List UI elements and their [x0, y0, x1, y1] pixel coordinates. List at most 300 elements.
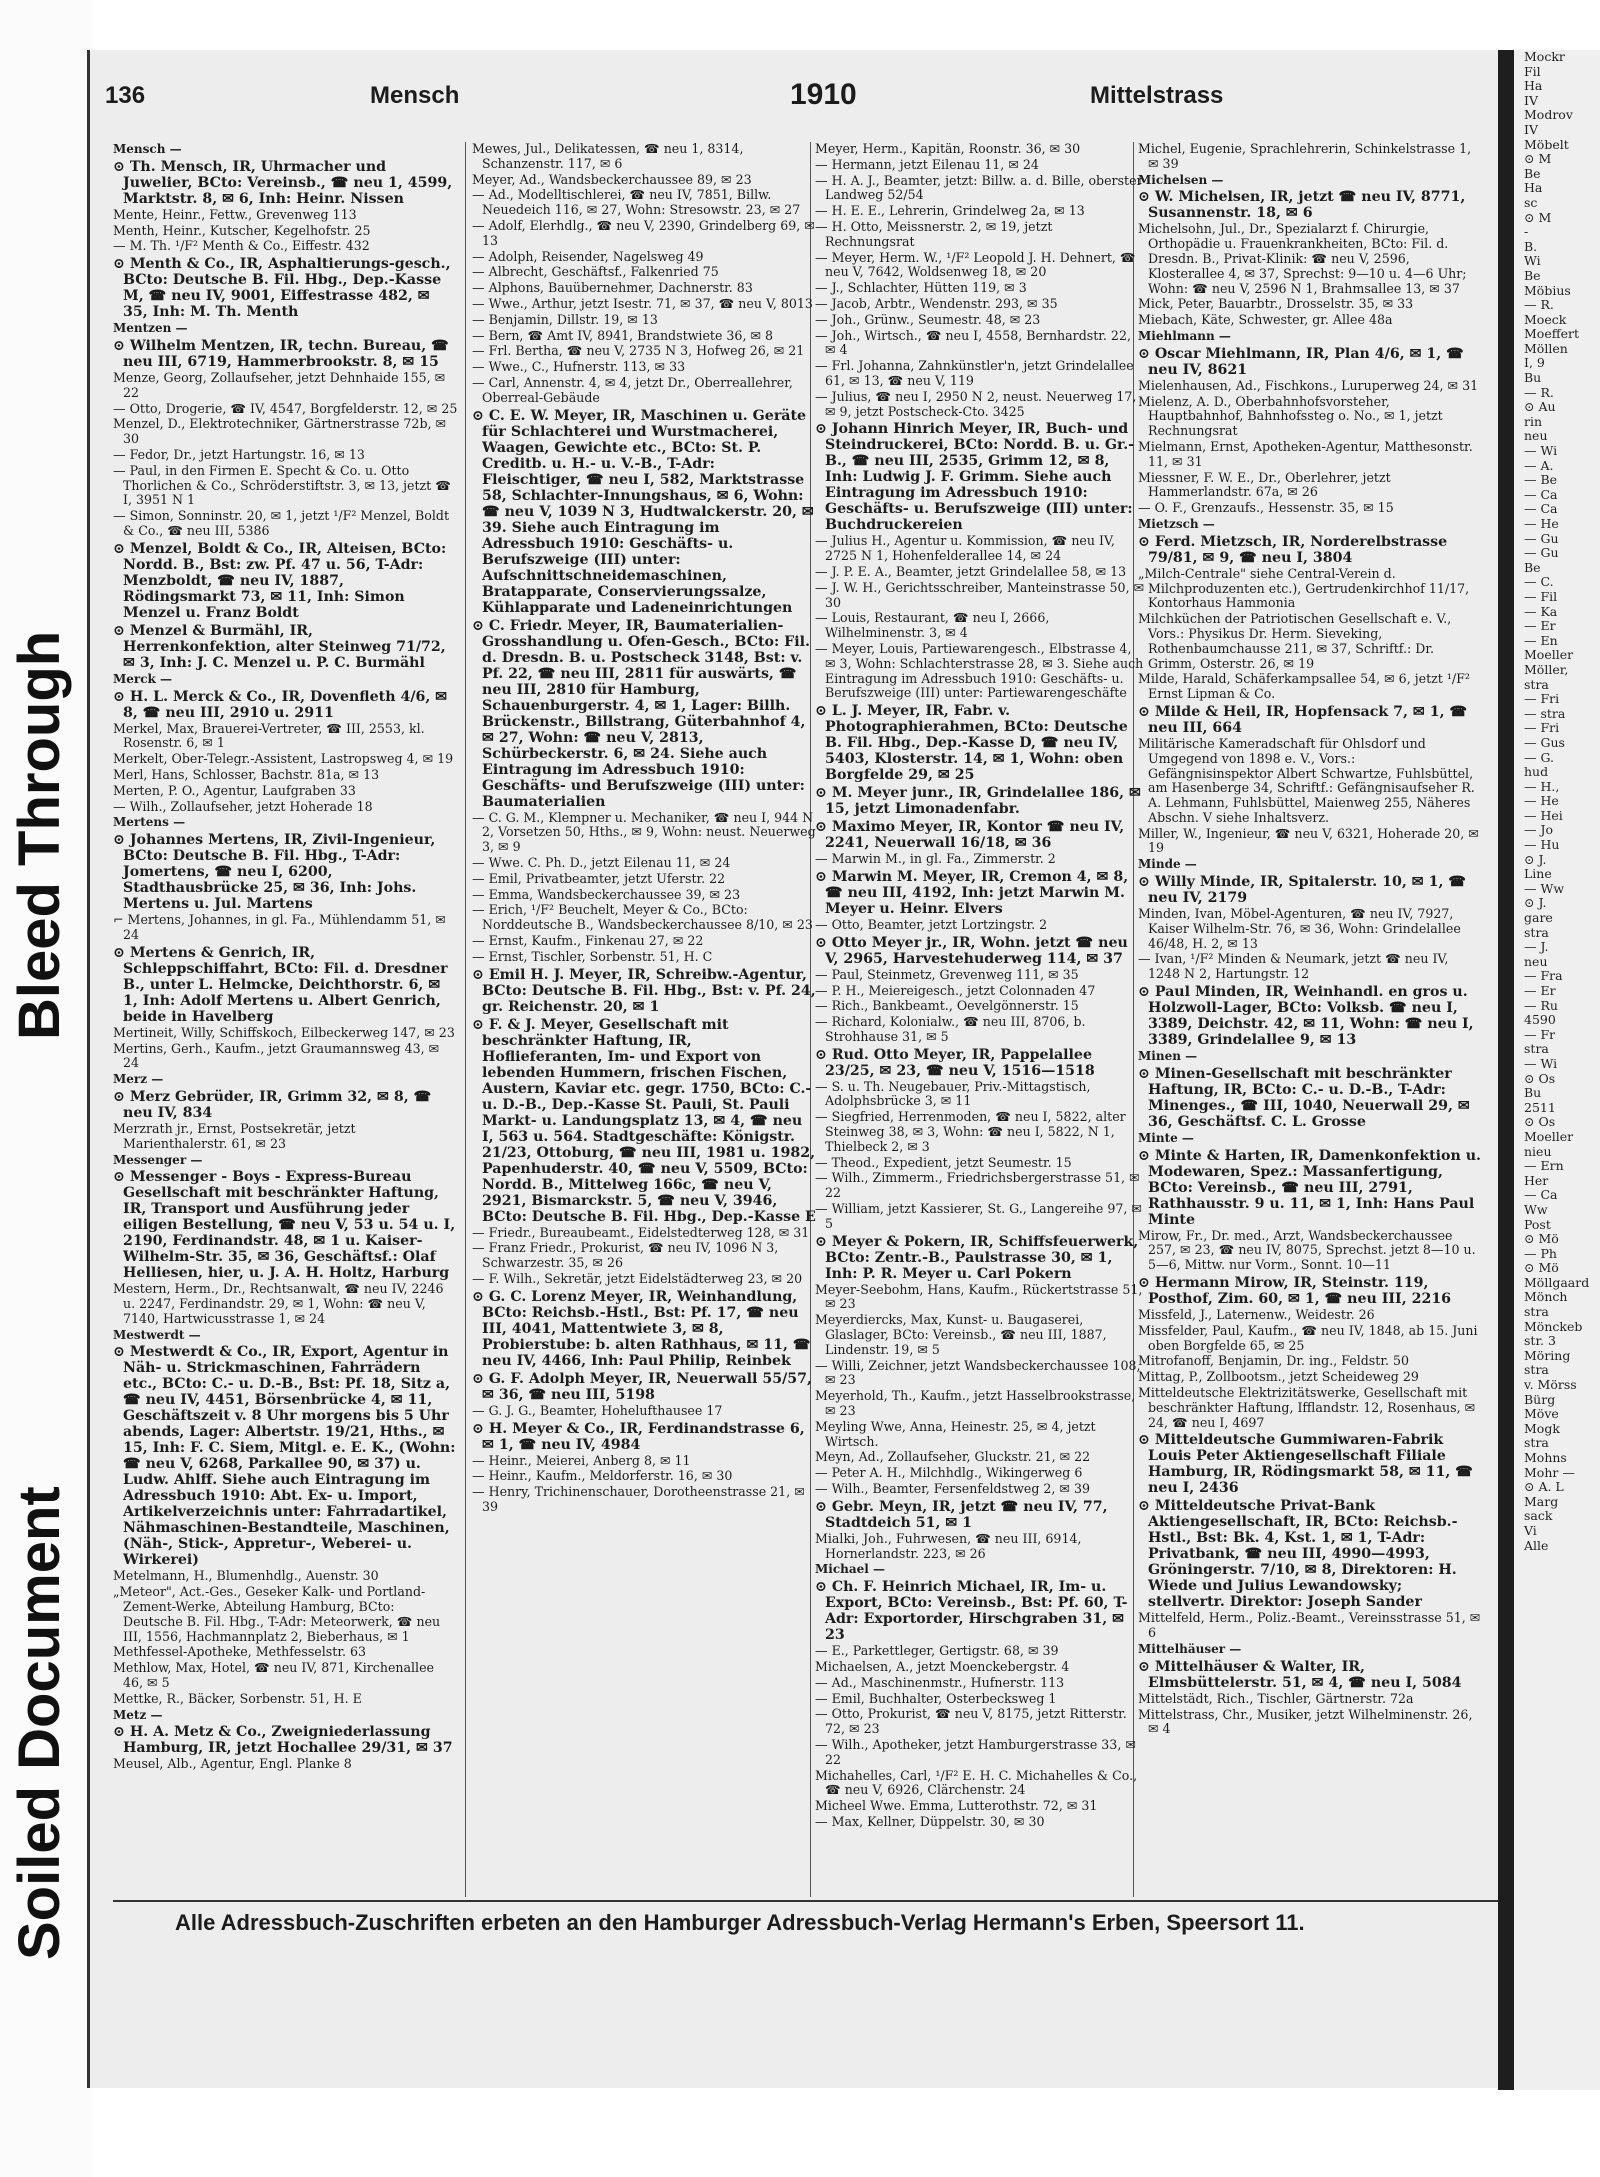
- directory-entry: — Franz Friedr., Prokurist, ☎ neu IV, 1096 N 3, Schwarzestr. 35, ✉ 26: [472, 1240, 779, 1271]
- directory-entry: ⊙ C. Friedr. Meyer, IR, Baumaterialien-Grosshandlung u. Ofen-Gesch., BCto: Fil. d. Dresdn. B. u. Postscheck 3148, Bst: v. Pf. 22, ☎ neu III, 2811 für auswärts, ☎ neu III, 2810 für Hamburg, Schauenburgerstr. 4, ✉ 1, Lager: Billh. Brückenstr., Billstrang, Güterbahnhof 4, ✉ 27, Wohn: ☎ neu V, 2813, Schürbeckerstr. 6, ✉ 24. Siehe auch Eintragung im Adressbuch 1910: Geschäfts- und Berufszweige (III) unter: Baumaterialien: [472, 617, 810, 810]
- directory-entry: Miller, W., Ingenieur, ☎ neu V, 6321, Hoherade 20, ✉ 19: [1138, 825, 1479, 856]
- directory-entry: Meyling Wwe, Anna, Heinestr. 25, ✉ 4, jetzt Wirtsch.: [815, 1418, 1096, 1449]
- directory-entry: — Julius H., Agentur u. Kommission, ☎ neu IV, 2725 N 1, Hohenfelderallee 14, ✉ 24: [815, 533, 1115, 564]
- directory-entry: — Paul, Steinmetz, Grevenweg 111, ✉ 35: [815, 966, 1079, 982]
- directory-entry: ⊙ W. Michelsen, IR, jetzt ☎ neu IV, 8771, Susannenstr. 18, ✉ 6: [1138, 189, 1466, 222]
- directory-entry: ⌐ Mertens, Johannes, in gl. Fa., Mühlendamm 51, ✉ 24: [113, 912, 446, 942]
- directory-entry: Merl, Hans, Schlosser, Bachstr. 81a, ✉ 13: [113, 766, 380, 782]
- directory-entry: Mielenhausen, Ad., Fischkons., Luruperweg 24, ✉ 31: [1138, 377, 1479, 393]
- directory-entry: — Joh., Grünw., Seumestr. 48, ✉ 23: [815, 311, 1041, 327]
- directory-entry: — H. A. J., Beamter, jetzt: Billw. a. d. Bille, oberster Landweg 52/54: [815, 172, 1143, 203]
- directory-entry: — C. G. M., Klempner u. Mechaniker, ☎ neu I, 944 N 2, Vorsetzen 50, Hths., ✉ 9, Wohn: neust. Neuerweg 3, ✉ 9: [472, 809, 816, 855]
- adjacent-page-line: Ha: [1524, 78, 1543, 94]
- directory-entry: — Wwe., Arthur, jetzt Isestr. 71, ✉ 37, ☎ neu V, 8013: [472, 295, 813, 311]
- adjacent-page-line: Mönch: [1524, 1289, 1568, 1305]
- adjacent-page-line: — Hei: [1524, 807, 1563, 823]
- directory-entry: — Otto, Drogerie, ☎ IV, 4547, Borgfelderstr. 12, ✉ 25: [113, 400, 458, 416]
- adjacent-page-line: Ha: [1524, 180, 1543, 196]
- adjacent-page-line: — En: [1524, 632, 1558, 648]
- directory-entry: ⊙ Gebr. Meyn, IR, jetzt ☎ neu IV, 77, Stadtdeich 51, ✉ 1: [815, 1498, 1108, 1531]
- directory-entry: ⊙ G. C. Lorenz Meyer, IR, Weinhandlung, BCto: Reichsb.-Hstl., Bst: Pf. 17, ☎ neu III, 4041, Mattentwiete 3, ✉ 8, Probierstube: b. alten Rathhaus, ✉ 11, ☎ neu IV, 4466, Inh: Paul Philip, Reinbek: [472, 1288, 811, 1369]
- adjacent-page-line: — Ww: [1524, 880, 1565, 896]
- directory-entry: Metelmann, H., Blumenhdlg., Auenstr. 30: [113, 1568, 379, 1584]
- adjacent-page-line: — G.: [1524, 749, 1554, 765]
- directory-entry: — Wilh., Beamter, Fersenfeldstweg 2, ✉ 39: [815, 1481, 1090, 1497]
- directory-entry: Missfelder, Paul, Kaufm., ☎ neu IV, 1848, ab 15. Juni oben Borgfelde 65, ✉ 25: [1138, 1322, 1478, 1353]
- adjacent-page-line: ⊙ Os: [1524, 1114, 1556, 1130]
- adjacent-page-line: Möllen: [1524, 340, 1568, 356]
- adjacent-page-line: IV: [1524, 121, 1538, 137]
- adjacent-page-line: Wi: [1524, 253, 1541, 269]
- directory-entry: — Adolph, Reisender, Nagelsweg 49: [472, 248, 704, 264]
- directory-entry: — Meyer, Louis, Partiewarengesch., Elbstrasse 4, ✉ 3, Wohn: Schlachterstrasse 28, ✉ 3. Siehe auch Eintragung im Adressbuch 1910: Geschäfts- u. Berufszweige (III) unter: Partiewarengeschäfte: [815, 640, 1144, 701]
- adjacent-page-line: Be: [1524, 559, 1541, 575]
- adjacent-page-line: — Ru: [1524, 997, 1558, 1013]
- directory-entry: Meyerhold, Th., Kaufm., jetzt Hasselbrookstrasse, ✉ 23: [815, 1388, 1136, 1419]
- adjacent-page-line: ⊙ Mö: [1524, 1260, 1559, 1276]
- directory-entry: „Meteor", Act.-Ges., Geseker Kalk- und Portland-Zement-Werke, Abteilung Hamburg, BCto: Deutsche B. Fil. Hbg., T-Adr: Meteorwerk, ☎ neu III, 1556, Hachmannplatz 2, Bieberhaus, ✉ 1: [113, 1584, 441, 1644]
- adjacent-page-line: Möbius: [1524, 282, 1571, 298]
- directory-entry: — Simon, Sonninstr. 20, ✉ 1, jetzt ¹/F² Menzel, Boldt & Co., ☎ neu III, 5386: [113, 508, 450, 538]
- directory-entry: Mittelhäuser —: [1138, 1642, 1242, 1657]
- directory-entry: ⊙ Mittelhäuser & Walter, IR, Elmsbüttelerstr. 51, ✉ 4, ☎ neu I, 5084: [1138, 1658, 1462, 1691]
- adjacent-page-line: 4590: [1524, 1012, 1556, 1028]
- directory-entry: Mente, Heinr., Fettw., Grevenweg 113: [113, 206, 357, 222]
- adjacent-page-line: — Ca: [1524, 1187, 1558, 1203]
- adjacent-page-line: hud: [1524, 764, 1549, 780]
- directory-entry: — Rich., Bankbeamt., Oevelgönnerstr. 15: [815, 998, 1079, 1014]
- adjacent-page-line: Bürg: [1524, 1391, 1556, 1407]
- directory-entry: ⊙ F. & J. Meyer, Gesellschaft mit beschränkter Haftung, IR, Hoflieferanten, Im- und Export von lebenden Hummern, frischen Fischen, Austern, Kaviar etc. gegr. 1750, BCto: C.- u. D.-B., Dep.-Kasse St. Pauli, St. Pauli Markt- u. Landungsplatz 13, ✉ 4, ☎ neu I, 563 u. 564. Stadtgeschäfte: Königstr. 21/23, Ottoburg, ☎ neu III, 1981 u. 1982, Papenhuderstr. 40, ☎ neu V, 5509, BCto: Nordd. B., Mittelweg 166c, ☎ neu V, 2921, Bismarckstr. 5, ☎ neu V, 3946, BCto: Deutsche B. Fil. Hbg., Dep.-Kasse E: [472, 1016, 816, 1225]
- directory-entry: ⊙ Hermann Mirow, IR, Steinstr. 119, Posthof, Zim. 60, ✉ 1, ☎ neu III, 2216: [1138, 1275, 1452, 1308]
- directory-entry: Mielenz, A. D., Oberbahnhofsvorsteher, Hauptbahnhof, Bahnhofssteg o. No., ✉ 1, jetzt Rechnungsrat: [1138, 393, 1443, 439]
- directory-entry: ⊙ Menzel, Boldt & Co., IR, Alteisen, BCto: Nordd. B., Bst: zw. Pf. 47 u. 56, T-Adr: Menzboldt, ☎ neu IV, 1887, Rödingsmarkt 73, ✉ 11, Inh: Simon Menzel u. Franz Boldt: [113, 540, 447, 621]
- adjacent-page-line: — Fri: [1524, 691, 1560, 707]
- directory-entry: — O. F., Grenzaufs., Hessenstr. 35, ✉ 15: [1138, 500, 1394, 516]
- header-year: 1910: [790, 78, 857, 111]
- directory-entry: ⊙ Mertens & Genrich, IR, Schleppschiffahrt, BCto: Fil. d. Dresdner B., unter L. Helmcke, Deichthorstr. 6, ✉ 1, Inh: Adolf Mertens u. Albert Genrich, beide in Havelberg: [113, 944, 448, 1025]
- adjacent-page-line: — Fra: [1524, 968, 1563, 984]
- column-rule: [465, 142, 466, 1897]
- adjacent-page-line: I, 9: [1524, 355, 1545, 371]
- directory-entry: ⊙ Minen-Gesellschaft mit beschränkter Haftung, IR, BCto: C.- u. D.-B., T-Adr: Minenges., ☎ III, 1040, Neuerwall 29, ✉ 36, Geschäftsf. C. L. Grosse: [1138, 1065, 1470, 1130]
- adjacent-page-line: — R.: [1524, 384, 1554, 400]
- directory-entry: ⊙ H. A. Metz & Co., Zweigniederlassung Hamburg, IR, jetzt Hochallee 29/31, ✉ 37: [113, 1724, 453, 1757]
- adjacent-page-line: Möller,: [1524, 661, 1569, 677]
- directory-entry: — M. Th. ¹/F² Menth & Co., Eiffestr. 432: [113, 238, 370, 254]
- directory-entry: Minde —: [1138, 857, 1197, 872]
- adjacent-page-line: — Gu: [1524, 530, 1559, 546]
- directory-entry: — William, jetzt Kassierer, St. G., Langereihe 97, ✉ 5: [815, 1201, 1142, 1231]
- directory-entry: Mitteldeutsche Elektrizitätswerke, Gesellschaft mit beschränkter Haftung, Ifflandstr. 12, Rosenhaus, ✉ 24, ☎ neu I, 4697: [1138, 1385, 1476, 1430]
- directory-entry: ⊙ Johannes Mertens, IR, Zivil-Ingenieur, BCto: Deutsche B. Fil. Hbg., T-Adr: Jomertens, ☎ neu I, 6200, Stadthausbrücke 25, ✉ 36, Inh: Johs. Mertens u. Jul. Martens: [113, 832, 436, 913]
- adjacent-page-line: — Gu: [1524, 545, 1559, 561]
- adjacent-page-line: sack: [1524, 1508, 1553, 1524]
- directory-entry: — Peter A. H., Milchhdlg., Wikingerweg 6: [815, 1465, 1083, 1481]
- directory-entry: — Henry, Trichinenschauer, Dorotheenstrasse 21, ✉ 39: [472, 1484, 805, 1514]
- directory-entry: Merz —: [113, 1072, 164, 1087]
- directory-entry: — Siegfried, Herrenmoden, ☎ neu I, 5822, alter Steinweg 38, ✉ 3, Wohn: ☎ neu I, 5822, N 1, Thielbeck 2, ✉ 3: [815, 1109, 1126, 1154]
- directory-entry: — Julius, ☎ neu I, 2950 N 2, neust. Neuerweg 17, ✉ 9, jetzt Postscheck-Cto. 3425: [815, 388, 1137, 419]
- directory-entry: Minden, Ivan, Möbel-Agenturen, ☎ neu IV, 7927, Kaiser Wilhelm-Str. 76, ✉ 36, Wohn: Grindelallee 46/48, H. 2, ✉ 13: [1138, 906, 1461, 951]
- adjacent-page-line: — C.: [1524, 574, 1554, 590]
- adjacent-page-line: — R.: [1524, 297, 1554, 313]
- adjacent-page-line: ⊙ Mö: [1524, 1231, 1559, 1247]
- adjacent-page-line: — Ca: [1524, 501, 1558, 517]
- adjacent-page-line: — Gus: [1524, 734, 1565, 750]
- directory-entry: — Willi, Zeichner, jetzt Wandsbeckerchaussee 108, ✉ 23: [815, 1357, 1141, 1388]
- directory-entry: — F. Wilh., Sekretär, jetzt Eidelstädterweg 23, ✉ 20: [472, 1270, 803, 1286]
- adjacent-page-line: — Fil: [1524, 588, 1558, 604]
- directory-entry: ⊙ Marwin M. Meyer, IR, Cremon 4, ✉ 8, ☎ neu III, 4192, Inh: jetzt Marwin M. Meyer u. Heinr. Elvers: [815, 868, 1129, 917]
- adjacent-page-line: — Ca: [1524, 486, 1558, 502]
- directory-entry: ⊙ H. Meyer & Co., IR, Ferdinandstrasse 6, ✉ 1, ☎ neu IV, 4984: [472, 1420, 805, 1453]
- directory-entry: ⊙ Merz Gebrüder, IR, Grimm 32, ✉ 8, ☎ neu IV, 834: [113, 1088, 432, 1121]
- adjacent-page-line: Her: [1524, 1172, 1549, 1188]
- directory-entry: Mielmann, Ernst, Apotheken-Agentur, Matthesonstr. 11, ✉ 31: [1138, 438, 1473, 469]
- adjacent-page-line: — Be: [1524, 472, 1558, 488]
- directory-entry: Michahelles, Carl, ¹/F² E. H. C. Michahelles & Co., ☎ neu V, 6926, Clärchenstr. 24: [815, 1767, 1138, 1798]
- directory-entry: Mertins, Gerh., Kaufm., jetzt Graumannsweg 43, ✉ 24: [113, 1040, 440, 1071]
- adjacent-page-line: stra: [1524, 1041, 1549, 1057]
- adjacent-page-line: — A.: [1524, 457, 1554, 473]
- directory-entry: Militärische Kameradschaft für Ohlsdorf und Umgegend von 1898 e. V., Vors.: Gefängnisinspektor Albert Schwartze, Fuhlsbüttel, am Hasenberge 34, Schriftf.: Gefängnisaufseher R. A. Lehmann, Fuhlsbüttel, Maienweg 255, Näheres Abschn. V siehe Inhaltsverz.: [1138, 735, 1475, 825]
- directory-entry: ⊙ Oscar Miehlmann, IR, Plan 4/6, ✉ 1, ☎ neu IV, 8621: [1138, 345, 1464, 378]
- adjacent-page-line: Bu: [1524, 370, 1542, 386]
- directory-entry: ⊙ H. L. Merck & Co., IR, Dovenfleth 4/6, ✉ 8, ☎ neu III, 2910 u. 2911: [113, 688, 448, 721]
- adjacent-page-line: ⊙ Au: [1524, 399, 1556, 415]
- directory-entry: ⊙ Minte & Harten, IR, Damenkonfektion u. Modewaren, Spez.: Massanfertigung, BCto: Vereinsb., ☎ neu III, 2791, Rathhausstr. 9 u. 11, ✉ 1, Inh: Hans Paul Minte: [1138, 1147, 1481, 1228]
- directory-entry: — Adolf, Elerhdlg., ☎ neu V, 2390, Grindelberg 69, ✉ 13: [472, 217, 815, 248]
- adjacent-page-line: — Er: [1524, 618, 1556, 634]
- directory-entry: Michelsohn, Jul., Dr., Spezialarzt f. Chirurgie, Orthopädie u. Frauenkrankheiten, BCto: Fil. d. Dresdn. B., Privat-Klinik: ☎ neu V, 2596, Klosterallee 4, ✉ 37, Sprechst: 9—10 u. 4—6 Uhr; Wohn: ☎ neu V, 2596 N 1, Brahmsallee 13, ✉ 37: [1138, 221, 1467, 296]
- directory-entry: — Heinr., Kaufm., Meldorferstr. 16, ✉ 30: [472, 1468, 733, 1484]
- directory-entry: ⊙ Ch. F. Heinrich Michael, IR, Im- u. Export, BCto: Vereinsb., Bst: Pf. 60, T-Adr: Exportorder, Hirschgraben 31, ✉ 23: [815, 1579, 1128, 1644]
- adjacent-page-line: Moeffert: [1524, 326, 1579, 342]
- directory-entry: — Ernst, Kaufm., Finkenau 27, ✉ 22: [472, 932, 704, 948]
- footer-notice: Alle Adressbuch-Zuschriften erbeten an den Hamburger Adressbuch-Verlag Hermann's Erben, Speersort 11.: [175, 1910, 1305, 1935]
- directory-entry: — Emma, Wandsbeckerchaussee 39, ✉ 23: [472, 886, 741, 902]
- adjacent-page-line: Mönckeb: [1524, 1318, 1583, 1334]
- directory-entry: Mentzen —: [113, 321, 188, 336]
- directory-entry: ⊙ Emil H. J. Meyer, IR, Schreibw.-Agentur, BCto: Deutsche B. Fil. Hbg., Bst: v. Pf. 24, gr. Reichenstr. 20, ✉ 1: [472, 966, 816, 1015]
- adjacent-page-line: — Jo: [1524, 822, 1554, 838]
- directory-entry: — J. P. E. A., Beamter, jetzt Grindelallee 58, ✉ 13: [815, 563, 1127, 579]
- directory-entry: Menze, Georg, Zollaufseher, jetzt Dehnhaide 155, ✉ 22: [113, 369, 446, 400]
- directory-entry: Mick, Peter, Bauarbtr., Drosselstr. 35, ✉ 33: [1138, 296, 1414, 312]
- directory-entry: — Fedor, Dr., jetzt Hartungstr. 16, ✉ 13: [113, 446, 365, 462]
- directory-entry: ⊙ Otto Meyer jr., IR, Wohn. jetzt ☎ neu V, 2965, Harvestehuderweg 114, ✉ 37: [815, 934, 1128, 967]
- directory-entry: — Wilh., Zimmerm., Friedrichsbergerstrasse 51, ✉ 22: [815, 1170, 1140, 1201]
- directory-entry: — Paul, in den Firmen E. Specht & Co. u. Otto Thorlichen & Co., Schröderstiftstr. 3, ✉ 13, jetzt ☎ I, 3951 N 1: [113, 462, 451, 508]
- directory-entry: — Hermann, jetzt Eilenau 11, ✉ 24: [815, 156, 1039, 172]
- adjacent-page-line: Be: [1524, 267, 1541, 283]
- directory-entry: — Meyer, Herm. W., ¹/F² Leopold J. H. Dehnert, ☎ neu V, 7642, Woldsenweg 18, ✉ 20: [815, 249, 1136, 280]
- adjacent-page-line: Moeller: [1524, 1128, 1574, 1144]
- directory-entry: Mertineit, Willy, Schiffskoch, Eilbeckerweg 147, ✉ 23: [113, 1024, 455, 1040]
- adjacent-page-line: — J.: [1524, 939, 1549, 955]
- directory-entry: Mittelstrass, Chr., Musiker, jetzt Wilhelminenstr. 26, ✉ 4: [1138, 1706, 1473, 1737]
- directory-entry: ⊙ Mestwerdt & Co., IR, Export, Agentur in Näh- u. Strickmaschinen, Fahrrädern etc., BCto: C.- u. D.-B., Bst: Pf. 18, Sitz a, ☎ neu IV, 4451, Börsenbrücke 4, ✉ 11, Geschäftszeit v. 8 Uhr morgens bis 5 Uhr abends, Lager: Albertstr. 19/21, Hths., ✉ 15, Inh: F. C. Siem, Mitgl. e. E. K., (Wohn: ☎ neu V, 6268, Parkallee 90, ✉ 37) u. Ludw. Ahlff. Siehe auch Eintragung im Adressbuch 1910: Abt. Ex- u. Import, Artikelverzeichnis unter: Fahrradartikel, Nähmaschinen-Bestandteile, Maschinen, (Näh-, Stick-, Appretur-, Weberei- u. Wirkerei): [113, 1344, 456, 1569]
- directory-entry: ⊙ Mitteldeutsche Gummiwaren-Fabrik Louis Peter Aktiengesellschaft Filiale Hamburg, IR, Rödingsmarkt 58, ✉ 11, ☎ neu I, 2436: [1138, 1432, 1473, 1497]
- adjacent-page-line: — He: [1524, 793, 1559, 809]
- directory-entry: Meyer-Seebohm, Hans, Kaufm., Rückertstrasse 51, ✉ 23: [815, 1281, 1143, 1312]
- directory-entry: Mestern, Herm., Dr., Rechtsanwalt, ☎ neu IV, 2246 u. 2247, Ferdinandstr. 29, ✉ 1, Wohn: ☎ neu V, 7140, Hartwicusstrasse 1, ✉ 24: [113, 1281, 444, 1326]
- directory-entry: — Wwe. C. Ph. D., jetzt Eilenau 11, ✉ 24: [472, 854, 731, 870]
- directory-entry: — J., Schlachter, Hütten 119, ✉ 3: [815, 280, 1027, 296]
- directory-entry: ⊙ Wilhelm Mentzen, IR, techn. Bureau, ☎ neu III, 6719, Hammerbrookstr. 8, ✉ 15: [113, 337, 449, 370]
- directory-entry: — Alphons, Bauübernehmer, Dachnerstr. 83: [472, 280, 753, 296]
- adjacent-page-line: — Fri: [1524, 720, 1560, 736]
- adjacent-page-line: Moeck: [1524, 311, 1567, 327]
- directory-entry: Merkel, Max, Brauerei-Vertreter, ☎ III, 2553, kl. Rosenstr. 6, ✉ 1: [113, 720, 425, 751]
- adjacent-page-line: Fil: [1524, 63, 1541, 79]
- directory-entry: Mirow, Fr., Dr. med., Arzt, Wandsbeckerchaussee 257, ✉ 23, ☎ neu IV, 8075, Sprechst. jetzt 8—10 u. 5—6, Mittw. nur Vorm., Sonnt. 10—11: [1138, 1227, 1476, 1273]
- adjacent-page-line: sc: [1524, 194, 1538, 210]
- adjacent-page-line: IV: [1524, 92, 1538, 108]
- directory-entry: ⊙ M. Meyer junr., IR, Grindelallee 186, ✉ 15, jetzt Limonadenfabr.: [815, 785, 1141, 818]
- adjacent-page-line: Moeller: [1524, 647, 1574, 663]
- directory-entry: — Emil, Privatbeamter, jetzt Uferstr. 22: [472, 870, 726, 886]
- adjacent-page-line: — Er: [1524, 983, 1556, 998]
- directory-entry: — Max, Kellner, Düppelstr. 30, ✉ 30: [815, 1813, 1045, 1829]
- directory-entry: — Ernst, Tischler, Sorbenstr. 51, H. C: [472, 948, 713, 964]
- directory-entry: Micheel Wwe. Emma, Lutterothstr. 72, ✉ 31: [815, 1798, 1098, 1814]
- directory-entry: — E., Parkettleger, Gertigstr. 68, ✉ 39: [815, 1643, 1059, 1659]
- adjacent-page-line: nieu: [1524, 1143, 1552, 1159]
- directory-entry: Mittelstädt, Rich., Tischler, Gärtnerstr. 72a: [1138, 1690, 1414, 1706]
- directory-entry: Mettke, R., Bäcker, Sorbenstr. 51, H. E: [113, 1690, 362, 1706]
- adjacent-page-line: — Wi: [1524, 1055, 1558, 1071]
- adjacent-page-line: — H.,: [1524, 778, 1560, 794]
- directory-entry: — Ad., Maschinenmstr., Hufnerstr. 113: [815, 1674, 1065, 1690]
- directory-entry: Minen —: [1138, 1049, 1198, 1064]
- adjacent-page-line: Marg: [1524, 1493, 1559, 1509]
- directory-entry: Metz —: [113, 1707, 163, 1722]
- directory-entry: — Wilh., Zollaufseher, jetzt Hoherade 18: [113, 798, 373, 814]
- adjacent-page-line: — Ern: [1524, 1158, 1564, 1174]
- adjacent-page-line: ⊙ J.: [1524, 851, 1547, 867]
- directory-entry: ⊙ Th. Mensch, IR, Uhrmacher und Juwelier, BCto: Vereinsb., ☎ neu 1, 4599, Marktstr. 8, ✉ 6, Inh: Heinr. Nissen: [113, 158, 453, 207]
- adjacent-page-line: ⊙ A. L: [1524, 1479, 1564, 1495]
- directory-entry: Meyer, Herm., Kapitän, Roonstr. 36, ✉ 30: [815, 142, 1081, 156]
- directory-entry: Merten, P. O., Agentur, Laufgraben 33: [113, 782, 356, 798]
- directory-entry: — Friedr., Bureaubeamt., Eidelstedterweg 128, ✉ 31: [472, 1224, 810, 1240]
- directory-entry: Mensch —: [113, 142, 182, 156]
- adjacent-page-line: stra: [1524, 1304, 1549, 1320]
- directory-entry: Merck —: [113, 671, 173, 686]
- directory-entry: — H. Otto, Meissnerstr. 2, ✉ 19, jetzt Rechnungsrat: [815, 218, 1053, 249]
- adjacent-page-line: v. Mörss: [1524, 1377, 1577, 1393]
- directory-entry: ⊙ Rud. Otto Meyer, IR, Pappelallee 23/25, ✉ 23, ☎ neu V, 1516—1518: [815, 1046, 1095, 1079]
- adjacent-page-line: Möbelt: [1524, 136, 1569, 152]
- adjacent-page-line: ⊙ Os: [1524, 1070, 1556, 1086]
- adjacent-page-line: ⊙ J.: [1524, 895, 1547, 911]
- directory-entry: Mietzsch —: [1138, 516, 1215, 531]
- adjacent-page-line: Post: [1524, 1216, 1551, 1232]
- directory-entry: ⊙ Johann Hinrich Meyer, IR, Buch- und Steindruckerei, BCto: Nordd. B. u. Gr.-B., ☎ neu III, 2535, Grimm 12, ✉ 8, Inh: Ludwig J. F. Grimm. Siehe auch Eintragung im Adressbuch 1910: Geschäfts- u. Berufszweige (III) unter: Buchdruckereien: [815, 421, 1135, 534]
- soiled-document-label: Soiled Document: [7, 1486, 72, 1960]
- adjacent-page-line: Mockr: [1524, 50, 1565, 64]
- adjacent-page-line: — Wi: [1524, 443, 1558, 459]
- directory-entry: ⊙ Menth & Co., IR, Asphaltierungs-gesch., BCto: Deutsche B. Fil. Hbg., Dep.-Kasse M, ☎ neu IV, 9001, Eiffestrasse 482, ✉ 35, Inh: M. Th. Menth: [113, 256, 451, 321]
- adjacent-page-line: gare: [1524, 910, 1553, 926]
- adjacent-page-line: Bu: [1524, 1085, 1542, 1101]
- directory-entry: ⊙ Menzel & Burmähl, IR, Herrenkonfektion, alter Steinweg 71/72, ✉ 3, Inh: J. C. Menzel u. P. C. Burmähl: [113, 622, 446, 671]
- directory-entry: Merzrath jr., Ernst, Postsekretär, jetzt Marienthalerstr. 61, ✉ 23: [113, 1120, 356, 1151]
- directory-entry: Merkelt, Ober-Telegr.-Assistent, Lastropsweg 4, ✉ 19: [113, 751, 454, 767]
- page-header: [105, 78, 1224, 132]
- directory-entry: Meusel, Alb., Agentur, Engl. Planke 8: [113, 1756, 352, 1772]
- directory-entry: Missfeld, J., Laternenw., Weidestr. 26: [1138, 1307, 1375, 1323]
- directory-entry: Michelsen —: [1138, 172, 1224, 187]
- directory-entry: Meyer, Ad., Wandsbeckerchaussee 89, ✉ 23: [472, 171, 752, 187]
- directory-entry: Mertens —: [113, 815, 186, 830]
- directory-entry: — Wilh., Apotheker, jetzt Hamburgerstrasse 33, ✉ 22: [815, 1736, 1136, 1767]
- directory-entry: Mitrofanoff, Benjamin, Dr. ing., Feldstr. 50: [1138, 1353, 1410, 1369]
- adjacent-page-line: Modrov: [1524, 107, 1573, 123]
- directory-entry: — Ivan, ¹/F² Minden & Neumark, jetzt ☎ neu IV, 1248 N 2, Hartungstr. 12: [1138, 951, 1449, 982]
- directory-entry: Messenger —: [113, 1152, 203, 1167]
- directory-entry: ⊙ Maximo Meyer, IR, Kontor ☎ neu IV, 2241, Neuerwall 16/18, ✉ 36: [815, 819, 1125, 852]
- directory-entry: — Richard, Kolonialw., ☎ neu III, 8706, b. Strohhause 31, ✉ 5: [815, 1014, 1086, 1044]
- directory-entry: Michaelsen, A., jetzt Moenckebergstr. 4: [815, 1659, 1070, 1674]
- bleed-through-label: Bleed Through: [7, 630, 72, 1040]
- directory-entry: Michel, Eugenie, Sprachlehrerin, Schinkelstrasse 1, ✉ 39: [1138, 142, 1472, 171]
- adjacent-page-line: stra: [1524, 924, 1549, 940]
- directory-entry: Meyerdiercks, Max, Kunst- u. Baugaserei, Glaslager, BCto: Vereinsb., ☎ neu III, 1887, Lindenstr. 19, ✉ 5: [815, 1312, 1107, 1357]
- directory-entry: Minte —: [1138, 1130, 1194, 1145]
- directory-entry: ⊙ C. E. W. Meyer, IR, Maschinen u. Geräte für Schlachterei und Wurstmacherei, Waagen, Gewichte etc., BCto: St. P. Creditb. u. H.- u. V.-B., T-Adr: Fleischtiger, ☎ neu I, 582, Marktstrasse 58, Schlachter-Innungshaus, ✉ 6, Wohn: ☎ neu V, 1039 N 3, Hudtwalckerstr. 20, ✉ 39. Siehe auch Eintragung im Adressbuch 1910: Geschäfts- u. Berufszweige (III) unter: Aufschnittschneidemaschinen, Bratapparate, Conservierungssalze, Kühlapparate und Ladeneinrichtungen: [472, 407, 814, 616]
- adjacent-page-line: Möve: [1524, 1406, 1559, 1422]
- directory-entry: — H. E. E., Lehrerin, Grindelweg 2a, ✉ 13: [815, 203, 1085, 219]
- directory-entry: — Emil, Buchhalter, Osterbecksweg 1: [815, 1690, 1057, 1706]
- directory-entry: Milde, Harald, Schäferkampsallee 54, ✉ 6, jetzt ¹/F² Ernst Lipman & Co.: [1138, 671, 1470, 702]
- directory-entry: Michael —: [815, 1562, 886, 1577]
- directory-entry: ⊙ Paul Minden, IR, Weinhandl. en gros u. Holzwoll-Lager, BCto: Volksb. ☎ neu I, 3389, Deichstr. 42, ✉ 11, Wohn: ☎ neu I, 3389, Grindelallee 9, ✉ 13: [1138, 984, 1474, 1049]
- adjacent-page-line: — stra: [1524, 705, 1566, 721]
- header-name-range: Mensch: [370, 82, 460, 109]
- directory-entry: ⊙ Messenger - Boys - Express-Bureau Gesellschaft mit beschränkter Haftung, IR, Transport und Ausführung jeder eiligen Bestellung, ☎ neu V, 53 u. 54 u. I, 2190, Ferdinandstr. 48, ✉ 1 u. Kaiser-Wilhelm-Str. 35, ✉ 36, Geschäftsf.: Olaf Helliesen, hier, u. J. A. H. Holtz, Harburg: [113, 1169, 456, 1282]
- adjacent-page-line: B.: [1524, 238, 1538, 254]
- adjacent-page-line: stra: [1524, 676, 1549, 692]
- directory-entry: — Wwe., C., Hufnerstr. 113, ✉ 33: [472, 359, 686, 375]
- adjacent-page-line: ⊙ M: [1524, 151, 1552, 167]
- scan-margin-left: [0, 0, 92, 2177]
- adjacent-page-line: ⊙ M: [1524, 209, 1552, 225]
- adjacent-page-line: Möllgaard: [1524, 1274, 1590, 1290]
- adjacent-page-line: neu: [1524, 428, 1548, 444]
- adjacent-page-line: 2511: [1524, 1099, 1556, 1115]
- adjacent-page-line: Be: [1524, 165, 1541, 181]
- directory-entry: Mestwerdt —: [113, 1327, 201, 1342]
- adjacent-page-line: str. 3: [1524, 1333, 1556, 1349]
- adjacent-page-line: stra: [1524, 1435, 1549, 1451]
- directory-column-1: [113, 142, 458, 1902]
- adjacent-page-line: — He: [1524, 516, 1559, 531]
- adjacent-page-line: Alle: [1524, 1537, 1549, 1553]
- directory-entry: ⊙ Mitteldeutsche Privat-Bank Aktiengesellschaft, IR, BCto: Reichsb.-Hstl., Bst: Bk. 4, Kst. 1, ✉ 1, T-Adr: Privatbank, ☎ neu III, 4990—4993, Gröningerstr. 7/10, ✉ 8, Direktoren: H. Wiede und Julius Lewandowsky; stellvertr. Direktor: Joseph Sander: [1138, 1498, 1458, 1611]
- adjacent-page-line: Mohr —: [1524, 1464, 1575, 1480]
- directory-entry: Menth, Heinr., Kutscher, Kegelhofstr. 25: [113, 222, 371, 238]
- directory-entry: Milchküchen der Patriotischen Gesellschaft e. V., Vors.: Physikus Dr. Herm. Sieveking, Rothenbaumchausse 211, ✉ 37, Schriftf.: Dr. Grimm, Osterstr. 26, ✉ 19: [1138, 611, 1452, 671]
- directory-entry: — P. H., Meiereigesch., jetzt Colonnaden 47: [815, 982, 1096, 998]
- adjacent-page-line: — Ka: [1524, 603, 1558, 619]
- directory-entry: — Otto, Beamter, jetzt Lortzingstr. 2: [815, 916, 1048, 932]
- directory-entry: — Ad., Modelltischlerei, ☎ neu IV, 7851, Billw. Neuedeich 116, ✉ 27, Wohn: Stresowstr. 23, ✉ 27: [472, 187, 801, 218]
- directory-entry: Meyn, Ad., Zollaufseher, Gluckstr. 21, ✉ 22: [815, 1449, 1091, 1465]
- directory-entry: — Benjamin, Dillstr. 19, ✉ 13: [472, 311, 658, 327]
- directory-entry: Mewes, Jul., Delikatessen, ☎ neu 1, 8314, Schanzenstr. 117, ✉ 6: [472, 142, 744, 171]
- adjacent-page-line: Möring: [1524, 1347, 1571, 1363]
- directory-entry: Miessner, F. W. E., Dr., Oberlehrer, jetzt Hammerlandstr. 67a, ✉ 26: [1138, 469, 1391, 500]
- header-street-range: Mittelstrass: [1090, 82, 1224, 109]
- directory-entry: ⊙ G. F. Adolph Meyer, IR, Neuerwall 55/57, ✉ 36, ☎ neu III, 5198: [472, 1370, 812, 1403]
- adjacent-page-line: Vi: [1524, 1522, 1537, 1538]
- adjacent-page-line: -: [1524, 224, 1529, 240]
- adjacent-page-fragment: [1514, 50, 1600, 2090]
- directory-entry: ⊙ Ferd. Mietzsch, IR, Norderelbstrasse 79/81, ✉ 9, ☎ neu I, 3804: [1138, 533, 1448, 566]
- adjacent-page-line: Ww: [1524, 1201, 1548, 1217]
- directory-entry: — Theod., Expedient, jetzt Seumestr. 15: [815, 1154, 1072, 1170]
- directory-entry: — Erich, ¹/F² Beuchelt, Meyer & Co., BCto: Norddeutsche B., Wandsbeckerchaussee 8/10, ✉ 23: [472, 902, 813, 933]
- directory-entry: — G. J. G., Beamter, Hohelufthausee 17: [472, 1402, 723, 1418]
- directory-entry: — Heinr., Meierei, Anberg 8, ✉ 11: [472, 1452, 691, 1468]
- adjacent-page-line: Mohns: [1524, 1450, 1567, 1465]
- directory-entry: — Jacob, Arbtr., Wendenstr. 293, ✉ 35: [815, 295, 1058, 311]
- directory-entry: — Joh., Wirtsch., ☎ neu I, 4558, Bernhardstr. 22, ✉ 4: [815, 327, 1131, 358]
- page-number: 136: [105, 82, 146, 109]
- directory-entry: — Otto, Prokurist, ☎ neu V, 8175, jetzt Ritterstr. 72, ✉ 23: [815, 1706, 1127, 1737]
- page-binding-edge: [1498, 50, 1514, 2090]
- directory-entry: — Bern, ☎ Amt IV, 8941, Brandstwiete 36, ✉ 8: [472, 327, 774, 343]
- directory-entry: „Milch-Centrale" siehe Central-Verein d. Milchproduzenten etc.), Gertrudenkirchhof 11/17, Kontorhaus Hammonia: [1138, 565, 1470, 611]
- adjacent-page-line: — Fr: [1524, 1026, 1556, 1042]
- directory-entry: — Frl. Bertha, ☎ neu V, 2735 N 3, Hofweg 26, ✉ 21: [472, 343, 805, 359]
- directory-entry: Menzel, D., Elektrotechniker, Gärtnerstrasse 72b, ✉ 30: [113, 416, 447, 447]
- directory-entry: — J. W. H., Gerichtsschreiber, Manteinstrasse 50, ✉ 30: [815, 579, 1145, 610]
- directory-entry: — Marwin M., in gl. Fa., Zimmerstr. 2: [815, 851, 1056, 867]
- directory-entry: — S. u. Th. Neugebauer, Priv.-Mittagstisch, Adolphsbrücke 3, ✉ 11: [815, 1078, 1091, 1109]
- directory-entry: ⊙ L. J. Meyer, IR, Fabr. v. Photographierahmen, BCto: Deutsche B. Fil. Hbg., Dep.-Kasse D, ☎ neu IV, 5403, Klosterstr. 14, ✉ 1, Wohn: oben Borgfelde 29, ✉ 25: [815, 703, 1128, 784]
- directory-entry: — Louis, Restaurant, ☎ neu I, 2666, Wilhelminenstr. 3, ✉ 4: [815, 610, 1050, 641]
- directory-entry: Mittelfeld, Herm., Poliz.-Beamt., Vereinsstrasse 51, ✉ 6: [1138, 1610, 1481, 1641]
- directory-column-2: [472, 142, 817, 1902]
- directory-entry: Mialki, Joh., Fuhrwesen, ☎ neu III, 6914, Hornerlandstr. 223, ✉ 26: [815, 1530, 1082, 1561]
- directory-entry: Methfessel-Apotheke, Methfesselstr. 63: [113, 1644, 366, 1660]
- directory-entry: Mittag, P., Zollbootsm., jetzt Scheideweg 29: [1138, 1369, 1419, 1385]
- directory-entry: ⊙ Milde & Heil, IR, Hopfensack 7, ✉ 1, ☎ neu III, 664: [1138, 703, 1468, 736]
- directory-column-4: [1138, 142, 1483, 1902]
- directory-entry: ⊙ Willy Minde, IR, Spitalerstr. 10, ✉ 1, ☎ neu IV, 2179: [1138, 874, 1467, 907]
- adjacent-page-line: — Ph: [1524, 1245, 1557, 1261]
- adjacent-page-line: neu: [1524, 953, 1548, 969]
- directory-entry: Methlow, Max, Hotel, ☎ neu IV, 871, Kirchenallee 46, ✉ 5: [113, 1660, 434, 1691]
- directory-entry: — Carl, Annenstr. 4, ✉ 4, jetzt Dr., Oberreallehrer, Oberreal-Gebäude: [472, 374, 793, 405]
- directory-entry: — Frl. Johanna, Zahnkünstler'n, jetzt Grindelallee 61, ✉ 13, ☎ neu V, 119: [815, 358, 1134, 388]
- directory-entry: Miehlmann —: [1138, 328, 1231, 343]
- directory-column-3: [815, 142, 1145, 1902]
- directory-entry: ⊙ Meyer & Pokern, IR, Schiffsfeuerwerk, BCto: Zentr.-B., Paulstrasse 30, ✉ 1, Inh: P. R. Meyer u. Carl Pokern: [815, 1233, 1139, 1282]
- adjacent-page-line: — Hu: [1524, 837, 1560, 853]
- footer-rule: [113, 1900, 1498, 1902]
- adjacent-page-line: Line: [1524, 866, 1552, 882]
- directory-entry: Miebach, Käte, Schwester, gr. Allee 48a: [1138, 312, 1393, 328]
- adjacent-page-line: stra: [1524, 1362, 1549, 1378]
- adjacent-page-line: rin: [1524, 413, 1543, 429]
- directory-entry: — Albrecht, Geschäftsf., Falkenried 75: [472, 264, 719, 280]
- adjacent-page-line: Mogk: [1524, 1420, 1560, 1436]
